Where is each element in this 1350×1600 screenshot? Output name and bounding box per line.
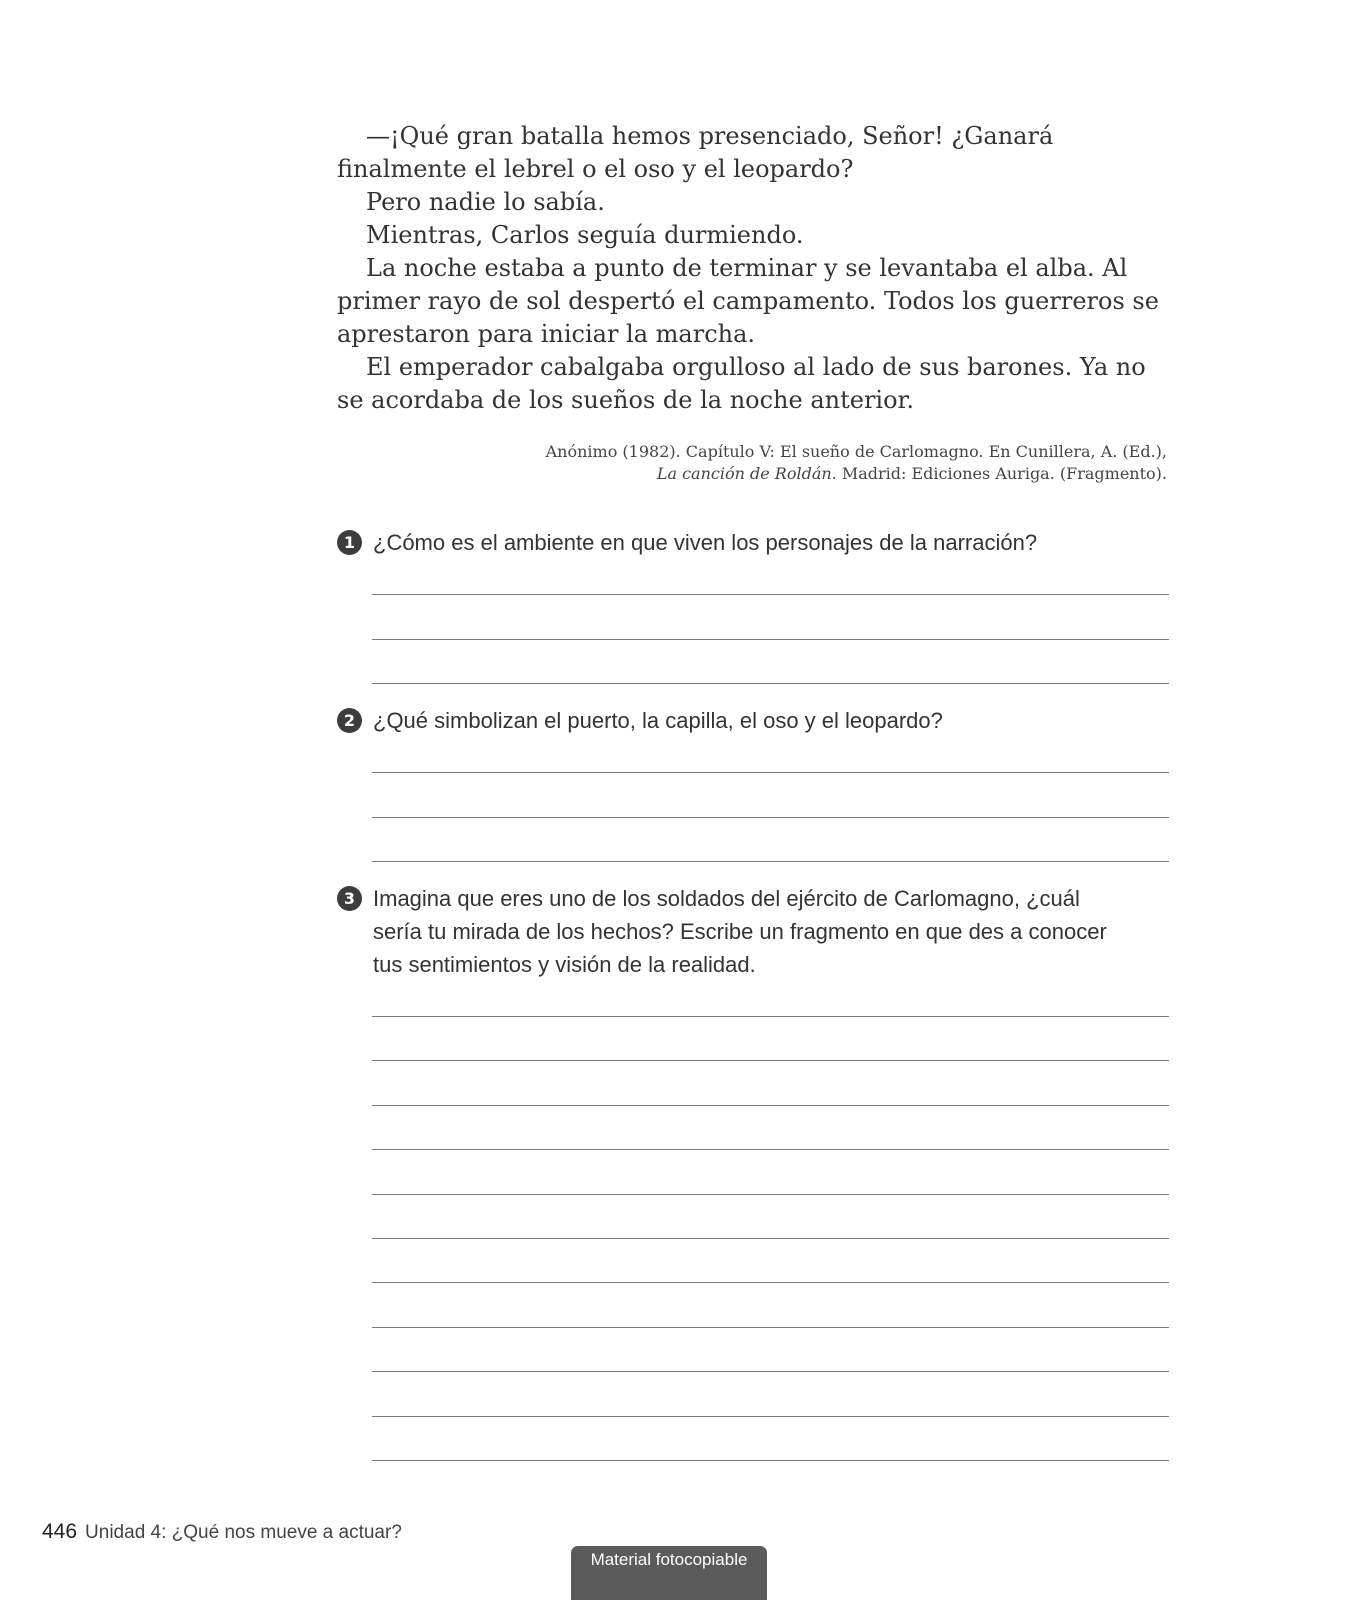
citation-book-title: La canción de Roldán: [656, 464, 832, 483]
answer-line[interactable]: [372, 639, 1169, 640]
answer-line[interactable]: [372, 1282, 1169, 1283]
answer-line[interactable]: [372, 1105, 1169, 1106]
passage-paragraph: Mientras, Carlos seguía durmiendo.: [366, 221, 804, 249]
question-number-badge: 3: [337, 886, 362, 911]
answer-line[interactable]: [372, 817, 1169, 818]
passage-paragraph: La noche estaba a punto de terminar y se levantaba el alba. Al primer rayo de sol despertó el campamento. Todos los guerreros se aprestaron para iniciar la marcha.: [337, 254, 1159, 348]
answer-line[interactable]: [372, 861, 1169, 862]
question-3: [337, 882, 1167, 981]
question-number-badge: 2: [337, 708, 362, 733]
question-2: [337, 704, 1167, 737]
passage-paragraph: El emperador cabalgaba orgulloso al lado de sus barones. Ya no se acordaba de los sueños de la noche anterior.: [337, 353, 1146, 414]
source-citation: [337, 441, 1167, 485]
unit-title: Unidad 4: ¿Qué nos mueve a actuar?: [85, 1522, 402, 1543]
citation-line-1: Anónimo (1982). Capítulo V: El sueño de Carlomagno. En Cunillera, A. (Ed.),: [545, 442, 1167, 461]
page-number: 446: [42, 1520, 78, 1543]
answer-line[interactable]: [372, 1060, 1169, 1061]
answer-line[interactable]: [372, 1238, 1169, 1239]
question-1: [337, 526, 1167, 559]
answer-line[interactable]: [372, 772, 1169, 773]
answer-line[interactable]: [372, 1194, 1169, 1195]
answer-line[interactable]: [372, 683, 1169, 684]
answer-line[interactable]: [372, 1327, 1169, 1328]
page-footer: [42, 1520, 402, 1544]
citation-publisher: . Madrid: Ediciones Auriga. (Fragmento).: [831, 464, 1167, 483]
question-text: Imagina que eres uno de los soldados del ejército de Carlomagno, ¿cuál sería tu mirada de los hechos? Escribe un fragmento en que des a conocer tus sentimientos y visión de la realidad.: [373, 886, 1107, 977]
passage-paragraph: —¡Qué gran batalla hemos presenciado, Señor! ¿Ganará finalmente el lebrel o el oso y el leopardo?: [337, 122, 1054, 183]
answer-line[interactable]: [372, 1016, 1169, 1017]
passage-paragraph: Pero nadie lo sabía.: [366, 188, 605, 216]
reading-passage: [337, 120, 1167, 417]
answer-line[interactable]: [372, 594, 1169, 595]
answer-line[interactable]: [372, 1460, 1169, 1461]
answer-line[interactable]: [372, 1149, 1169, 1150]
question-text: ¿Cómo es el ambiente en que viven los personajes de la narración?: [373, 530, 1038, 555]
answer-line[interactable]: [372, 1416, 1169, 1417]
photocopiable-tab: Material fotocopiable: [571, 1546, 767, 1600]
question-text: ¿Qué simbolizan el puerto, la capilla, el oso y el leopardo?: [373, 708, 943, 733]
answer-line[interactable]: [372, 1371, 1169, 1372]
question-number-badge: 1: [337, 530, 362, 555]
citation-line-2: [337, 463, 1167, 485]
